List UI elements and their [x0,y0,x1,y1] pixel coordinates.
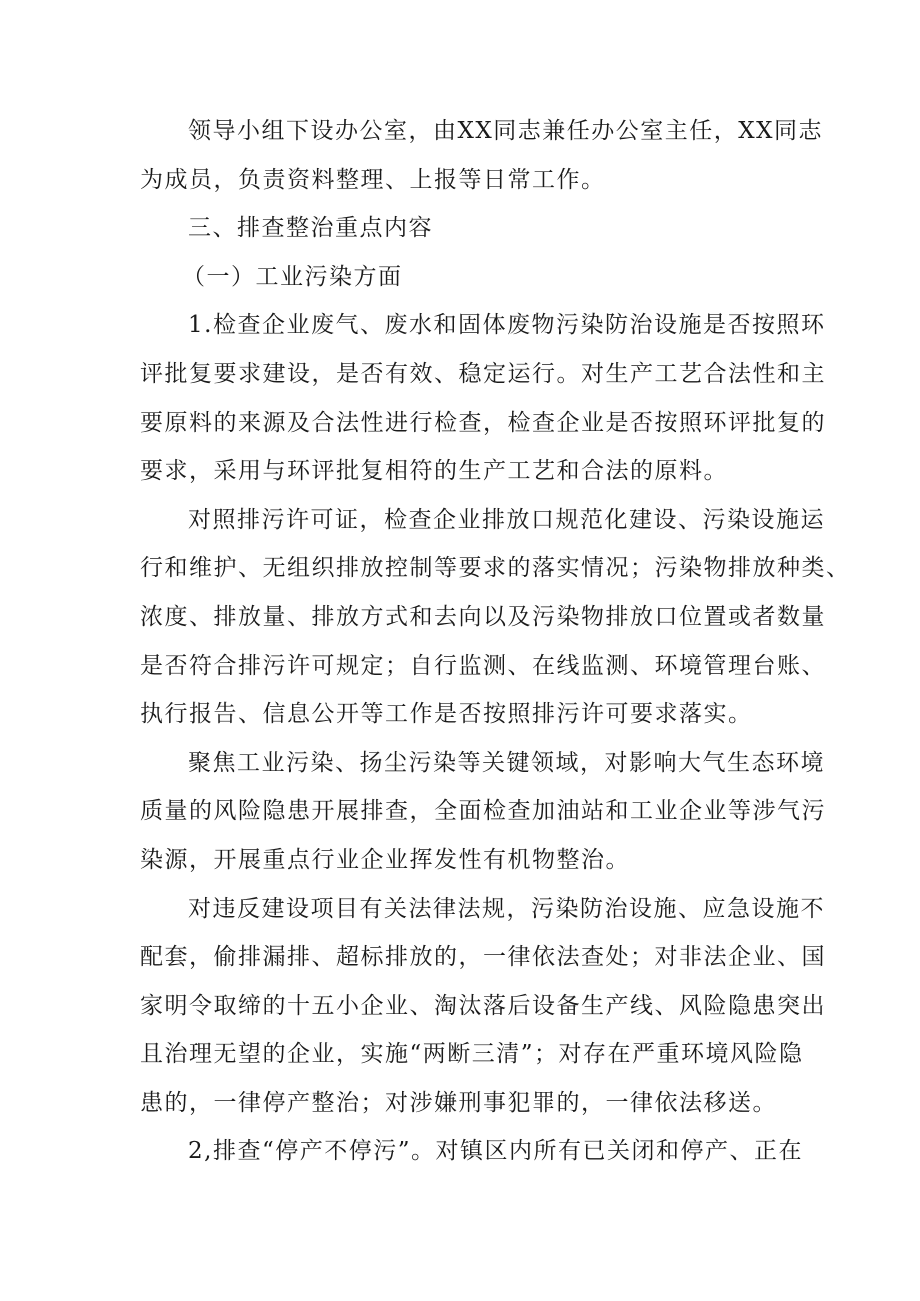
paragraph-office-setup [140,107,823,204]
text-line: 且治理无望的企业，实施“两断三清”；对存在严重环境风险隐 [140,1041,804,1068]
text-line: 对照排污许可证，检查企业排放口规范化建设、污染设施运 [188,506,825,533]
text-line: 要原料的来源及合法性进行检查，检查企业是否按照环评批复的 [140,409,826,436]
text-line: 要求，采用与环评批复相符的生产工艺和合法的原料。 [140,458,728,485]
text-line: 质量的风险隐患开展排查，全面检查加油站和工业企业等涉气污 [140,798,826,825]
text-line: 配套，偷排漏排、超标排放的，一律依法查处；对非法企业、国 [140,944,826,971]
paragraph-item-1 [140,301,826,495]
text-line: 为成员，负责资料整理、上报等日常工作。 [140,166,606,193]
paragraph-violations [140,885,826,1128]
text-line: 是否符合排污许可规定；自行监测、在线监测、环境管理台账、 [140,652,826,679]
subsection-1-heading [140,253,790,302]
text-line: 执行报告、信息公开等工作是否按照排污许可要求落实。 [140,701,753,728]
section-3-heading [140,204,790,253]
text-line: 染源，开展重点行业企业挥发性有机物整治。 [140,846,630,873]
text-line: 三、排查整治重点内容 [188,215,433,242]
text-line: 患的，一律停产整治；对涉嫌刑事犯罪的，一律依法移送。 [140,1089,777,1116]
text-line: 评批复要求建设，是否有效、稳定运行。对生产工艺合法性和主 [140,360,826,387]
text-line: 领导小组下设办公室，由XX同志兼任办公室主任，XX同志 [188,118,823,144]
text-line: （一）工业污染方面 [182,263,403,290]
text-line: 浓度、排放量、排放方式和去向以及污染物排放口位置或者数量 [140,603,826,630]
paragraph-focus-areas [140,739,826,885]
text-line: 1.检查企业废气、废水和固体废物污染防治设施是否按照环 [188,312,826,339]
paragraph-item-2 [140,1127,803,1176]
paragraph-permit-check [140,496,851,739]
text-line: 对违反建设项目有关法律法规，污染防治设施、应急设施不 [188,895,825,922]
text-line: 聚焦工业污染、扬尘污染等关键领域，对影响大气生态环境 [188,749,825,776]
text-line: 2,排查“停产不停污”。对镇区内所有已关闭和停产、正在 [188,1138,803,1165]
text-line: 行和维护、无组织排放控制等要求的落实情况；污染物排放种类、 [140,555,851,582]
text-line: 家明令取缔的十五小企业、淘汰落后设备生产线、风险隐患突出 [140,992,826,1019]
document-body [140,107,851,1176]
